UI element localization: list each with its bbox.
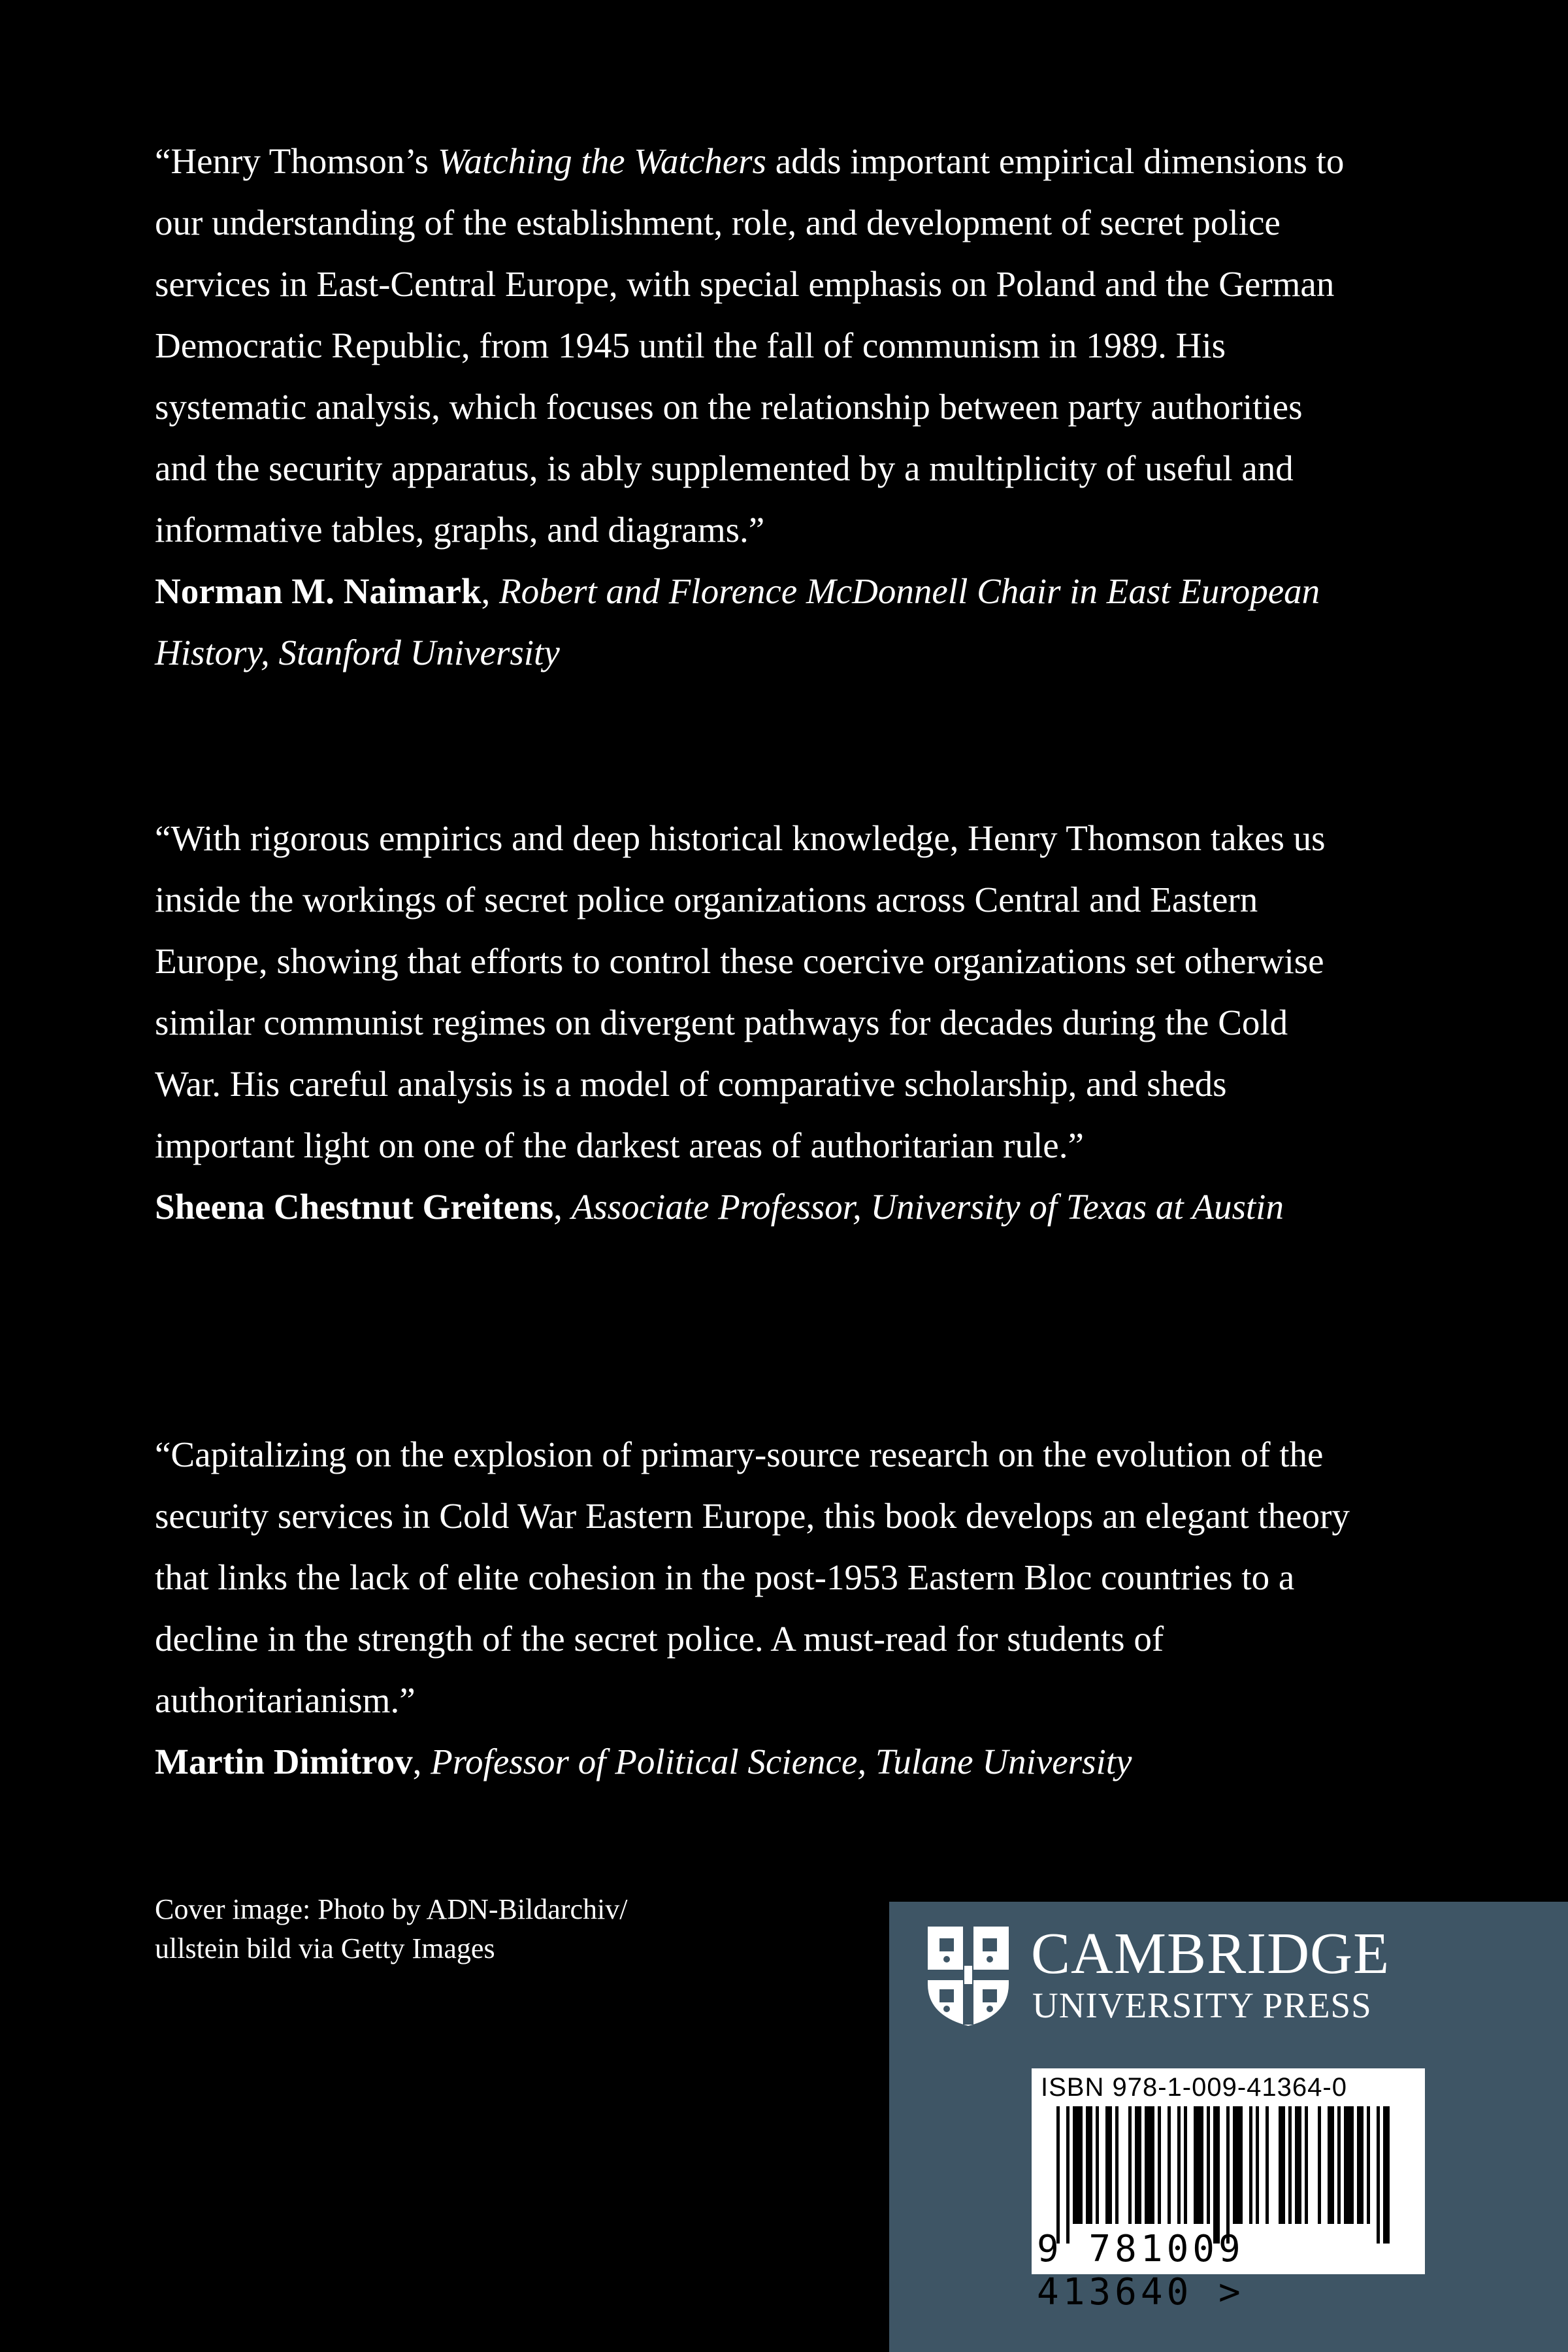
publisher-subname: UNIVERSITY PRESS <box>1032 1985 1372 2025</box>
cambridge-shield-icon <box>925 1924 1011 2029</box>
blurb-greitens <box>155 808 1357 1238</box>
credit-line: Cover image: Photo by ADN-Bildarchiv/ <box>155 1893 628 1925</box>
publisher-panel <box>889 1902 1568 2352</box>
barcode-bar <box>1135 2106 1141 2224</box>
barcode-bar <box>1184 2106 1187 2224</box>
barcode-bar <box>1168 2106 1171 2224</box>
quote-text: adds important empirical dimensions to our understanding of the establishment, role, and development of secret police services in East-Central Europe, with special emphasis on Poland and the German Democratic Republic, from 1945 until the fall of communism in 1989. His systematic analysis, which focuses on the relationship between party authorities and the security apparatus, is ably supplemented by a multiplicity of useful and informative tables, graphs, and diagrams.” <box>155 141 1345 550</box>
book-title: Watching the Watchers <box>437 141 766 181</box>
barcode-bar <box>1383 2106 1390 2244</box>
barcode-bar <box>1177 2106 1181 2224</box>
publisher-name: CAMBRIDGE <box>1031 1921 1390 1986</box>
reviewer-role: Robert and Florence McDonnell Chair in East European History, Stanford University <box>155 571 1320 672</box>
barcode-bar <box>1056 2106 1060 2244</box>
reviewer-name: Norman M. Naimark <box>155 571 482 611</box>
blurb-quote: “Capitalizing on the explosion of primary-source research on the evolution of the security services in Cold War Eastern Europe, this book develops an elegant theory that links the lack of elite cohesion in the post-1953 Eastern Bloc countries to a decline in the strength of the secret police. A must-read for students of authoritarianism.” <box>155 1434 1350 1720</box>
barcode-bar <box>1128 2106 1132 2224</box>
barcode-bar <box>1073 2106 1083 2224</box>
barcode-bar <box>1377 2106 1380 2244</box>
barcode-bar <box>1337 2106 1341 2224</box>
barcode-digits: 9 781009 413640 > <box>1037 2228 1245 2313</box>
barcode-bar <box>1194 2106 1203 2224</box>
barcode-bar <box>1288 2106 1292 2224</box>
blurb-dimitrov <box>155 1424 1357 1793</box>
barcode-bar <box>1207 2106 1210 2224</box>
barcode-bar <box>1233 2106 1243 2224</box>
blurb-naimark <box>155 131 1357 684</box>
isbn-label: ISBN 978-1-009-41364-0 <box>1041 2073 1347 2102</box>
blurb-attribution: Martin Dimitrov, Professor of Political Science, Tulane University <box>155 1742 1132 1781</box>
barcode-bar <box>1249 2106 1252 2224</box>
barcode-bar <box>1226 2106 1230 2244</box>
blurb-quote: “With rigorous empirics and deep historical knowledge, Henry Thomson takes us inside the workings of secret police organizations across Central and Eastern Europe, showing that efforts to control these coercive organizations set otherwise similar communist regimes on divergent pathways for decades during the Cold War. His careful analysis is a model of comparative scholarship, and sheds important light on one of the darkest areas of authoritarian rule.” <box>155 818 1326 1165</box>
barcode-bar <box>1145 2106 1154 2224</box>
barcode-bar <box>1367 2106 1370 2224</box>
blurb-attribution: Sheena Chestnut Greitens, Associate Professor, University of Texas at Austin <box>155 1187 1284 1227</box>
blurb-attribution: Norman M. Naimark, Robert and Florence McDonnell Chair in East European History, Stanford University <box>155 571 1320 672</box>
barcode-bar <box>1328 2106 1334 2224</box>
barcode-bar <box>1086 2106 1092 2224</box>
credit-line: ullstein bild via Getty Images <box>155 1932 495 1964</box>
barcode-bars <box>1056 2106 1399 2244</box>
barcode-bar <box>1158 2106 1161 2224</box>
quote-text: “Henry Thomson’s <box>155 141 438 181</box>
reviewer-role: Professor of Political Science, Tulane University <box>431 1742 1132 1781</box>
barcode-bar <box>1344 2106 1354 2224</box>
reviewer-name: Martin Dimitrov <box>155 1742 413 1781</box>
reviewer-role: Associate Professor, University of Texas at Austin <box>571 1187 1284 1227</box>
barcode-bar <box>1115 2106 1119 2224</box>
barcode-bar <box>1213 2106 1220 2244</box>
barcode <box>1032 2068 1425 2313</box>
barcode-bar <box>1105 2106 1112 2224</box>
barcode-bar <box>1357 2106 1364 2224</box>
barcode-bar <box>1318 2106 1321 2224</box>
barcode-bar <box>1295 2106 1301 2224</box>
barcode-bar <box>1096 2106 1099 2224</box>
barcode-bar <box>1256 2106 1259 2224</box>
barcode-bar <box>1305 2106 1308 2224</box>
reviewer-name: Sheena Chestnut Greitens <box>155 1187 554 1227</box>
barcode-bar <box>1266 2106 1269 2224</box>
barcode-bar <box>1279 2106 1285 2224</box>
barcode-bar <box>1066 2106 1070 2244</box>
blurb-quote <box>155 131 1357 561</box>
cover-image-credit <box>155 1890 743 1968</box>
